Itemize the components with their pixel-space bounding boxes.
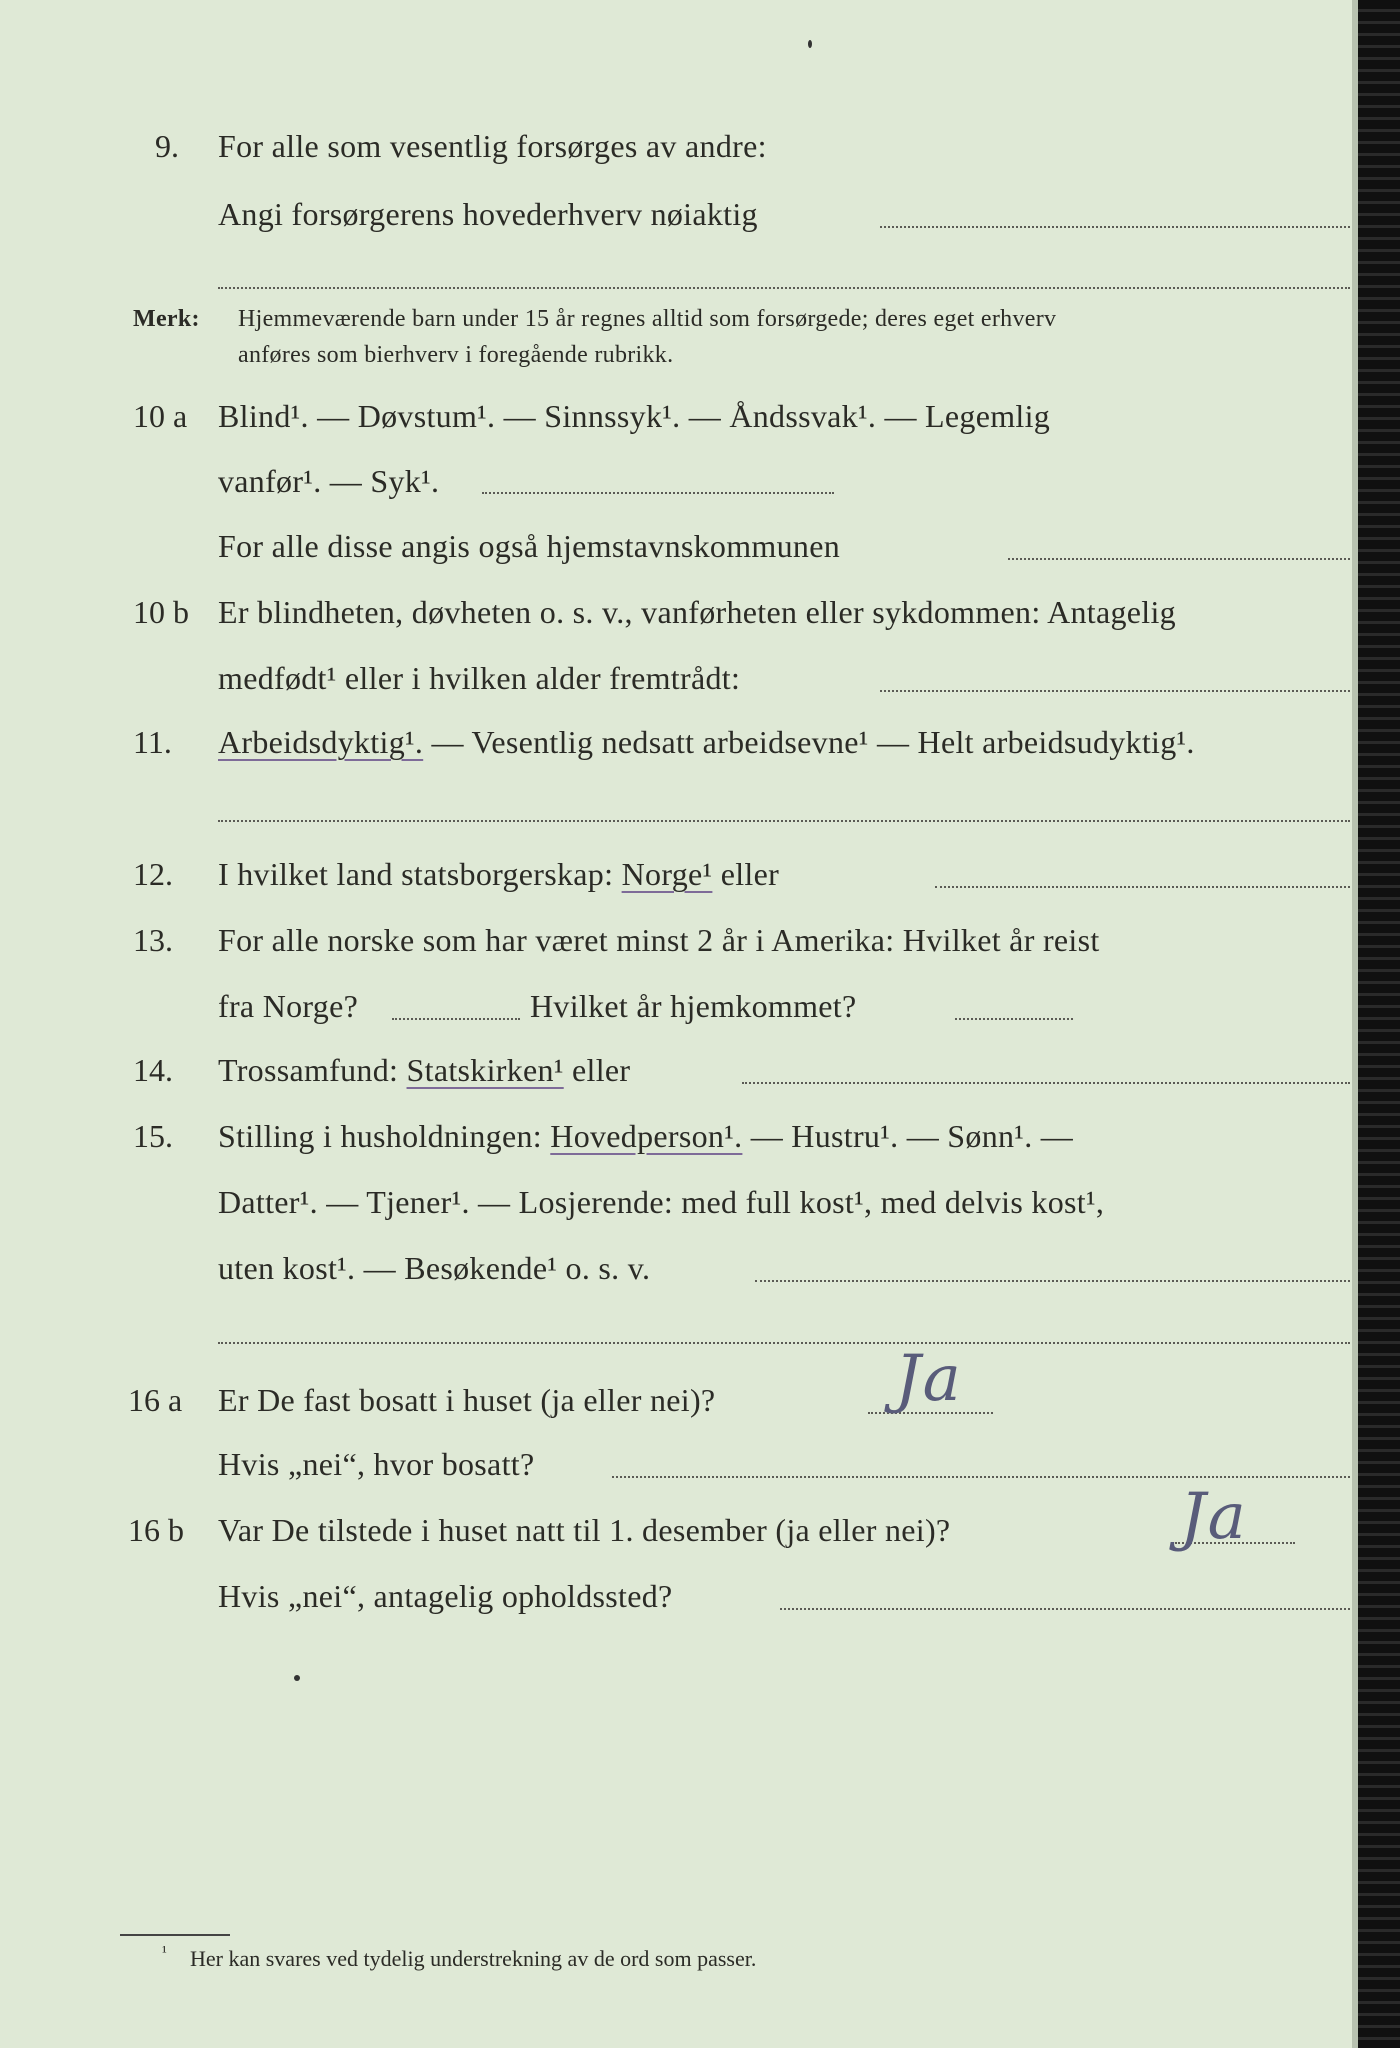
q13-return-field[interactable] [955,1018,1073,1020]
q12-or: eller [712,856,780,892]
q14-selected-option: Statskirken¹ [406,1052,564,1088]
q16a-residence-field[interactable] [612,1476,1350,1478]
q10b-number: 10 b [133,594,189,630]
q15-options-3: uten kost¹. — Besøkende¹ o. s. v. [218,1250,651,1286]
q10a-number: 10 a [133,398,188,434]
q9-answer-field-2[interactable] [218,287,1350,289]
q13-departure-field[interactable] [392,1018,520,1020]
q16b-location-label: Hvis „nei“, antagelig opholdssted? [218,1578,673,1614]
note-label: Merk: [133,306,200,332]
q13-number: 13. [133,922,173,958]
q10a-municipality-field[interactable] [1008,558,1350,560]
q14-or: eller [563,1052,631,1088]
q13-departure-label: fra Norge? [218,988,359,1024]
q13-return-label: Hvilket år hjemkommet? [530,988,857,1024]
footnote-text: Her kan svares ved tydelig understrekning av de ord som passer. [190,1946,757,1971]
q11-other-options: — Vesentlig nedsatt arbeidsevne¹ — Helt arbeidsudyktig¹. [423,724,1195,760]
q16b-handwritten-answer: Ja [1180,1480,1248,1554]
ink-speck [294,1675,300,1681]
q12-answer-field[interactable] [935,886,1350,888]
footnote-mark: ¹ [162,1944,167,1961]
q9-question: For alle som vesentlig forsørges av andre: [218,128,767,164]
q16b-number: 16 b [128,1512,184,1548]
note-line-2: anføres som bierhverv i foregående rubrikk. [238,342,674,368]
q16a-residence-label: Hvis „nei“, hvor bosatt? [218,1446,535,1482]
q15-question [218,1118,1073,1155]
q13-question: For alle norske som har været minst 2 år i Amerika: Hvilket år reist [218,922,1100,958]
q10a-options-2: vanfør¹. — Syk¹. [218,463,440,499]
q15-label: Stilling i husholdningen: [218,1118,551,1154]
q15-other-options: — Hustru¹. — Sønn¹. — [742,1118,1074,1154]
q16a-question: Er De fast bosatt i huset (ja eller nei)? [218,1382,716,1418]
q14-label: Trossamfund: [218,1052,407,1088]
footnote-rule [120,1934,230,1936]
q16a-number: 16 a [128,1382,183,1418]
ink-speck [808,40,812,48]
q11-selected-option: Arbeidsdyktig¹. [218,724,424,760]
q12-question [218,856,779,893]
q15-number: 15. [133,1118,173,1154]
q12-selected-option: Norge¹ [621,856,713,892]
q14-question [218,1052,630,1089]
q10a-instruction: For alle disse angis også hjemstavnskommunen [218,528,841,564]
q11-number: 11. [133,724,172,760]
q10a-options: Blind¹. — Døvstum¹. — Sinnssyk¹. — Åndssvak¹. — Legemlig [218,398,1051,434]
q16b-location-field[interactable] [780,1608,1350,1610]
q9-instruction: Angi forsørgerens hovederhverv nøiaktig [218,196,758,232]
q12-label: I hvilket land statsborgerskap: [218,856,622,892]
q14-answer-field[interactable] [742,1082,1350,1084]
q9-answer-field[interactable] [880,226,1350,228]
scanned-page-edge [1358,0,1400,2048]
q11-answer-field[interactable] [218,820,1350,822]
q15-selected-option: Hovedperson¹. [550,1118,743,1154]
q16b-question: Var De tilstede i huset natt til 1. desember (ja eller nei)? [218,1512,951,1548]
note-line-1: Hjemmeværende barn under 15 år regnes alltid som forsørgede; deres eget erhverv [238,306,1057,332]
q10a-answer-field[interactable] [482,492,834,494]
q15-answer-field-2[interactable] [218,1342,1350,1344]
q15-answer-field[interactable] [755,1280,1350,1282]
q9-number: 9. [155,128,179,164]
q10b-answer-field[interactable] [880,690,1350,692]
q16a-handwritten-answer: Ja [895,1342,963,1416]
q14-number: 14. [133,1052,173,1088]
q10b-question: Er blindheten, døvheten o. s. v., vanførheten eller sykdommen: Antagelig [218,594,1176,630]
q15-options-2: Datter¹. — Tjener¹. — Losjerende: med full kost¹, med delvis kost¹, [218,1184,1105,1220]
q11-options [218,724,1195,761]
q12-number: 12. [133,856,173,892]
q10b-question-2: medfødt¹ eller i hvilken alder fremtrådt: [218,660,741,696]
